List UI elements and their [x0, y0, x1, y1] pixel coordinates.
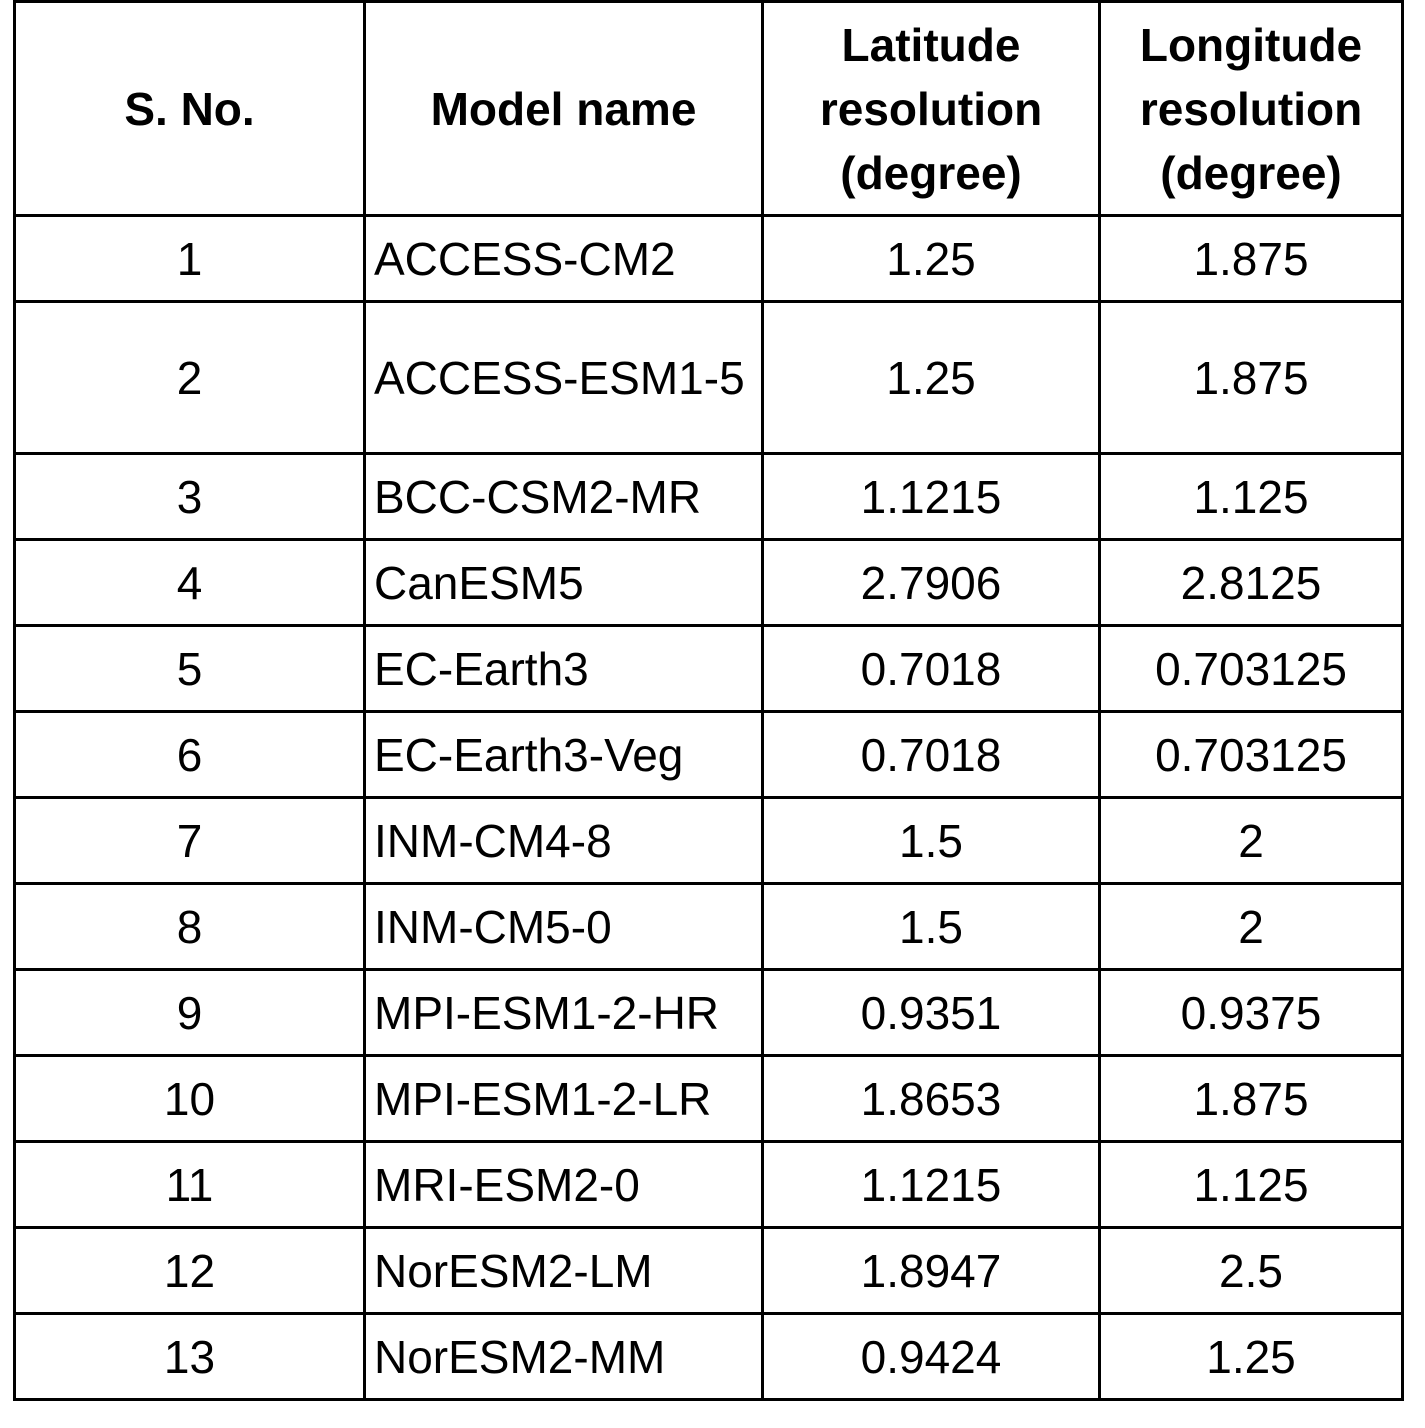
header-lon-line: Longitude	[1139, 18, 1363, 71]
cell-longitude: 0.703125	[1100, 626, 1403, 712]
header-lon-line: resolution	[1139, 82, 1363, 135]
cell-latitude: 2.7906	[763, 540, 1100, 626]
table-row	[15, 216, 1403, 302]
header-lat-line: (degree)	[840, 146, 1022, 199]
cell-model-name: BCC-CSM2-MR	[365, 454, 763, 540]
cell-sno: 1	[15, 216, 365, 302]
cell-longitude: 0.703125	[1100, 712, 1403, 798]
cell-longitude: 1.125	[1100, 1142, 1403, 1228]
cell-latitude: 1.1215	[763, 1142, 1100, 1228]
cell-sno: 9	[15, 970, 365, 1056]
cell-sno: 11	[15, 1142, 365, 1228]
table-row	[15, 626, 1403, 712]
cell-sno: 10	[15, 1056, 365, 1142]
cell-longitude: 1.875	[1100, 216, 1403, 302]
model-resolution-table	[13, 0, 1404, 1401]
table-row	[15, 798, 1403, 884]
cell-latitude: 0.9351	[763, 970, 1100, 1056]
header-sno: S. No.	[15, 2, 365, 216]
cell-model-name: MRI-ESM2-0	[365, 1142, 763, 1228]
cell-longitude: 0.9375	[1100, 970, 1403, 1056]
cell-model-name: INM-CM4-8	[365, 798, 763, 884]
cell-latitude: 0.9424	[763, 1314, 1100, 1400]
header-latitude-resolution	[763, 2, 1100, 216]
cell-model-name: EC-Earth3-Veg	[365, 712, 763, 798]
cell-latitude: 1.8653	[763, 1056, 1100, 1142]
cell-model-name: MPI-ESM1-2-LR	[365, 1056, 763, 1142]
cell-longitude: 1.875	[1100, 302, 1403, 454]
cell-sno: 12	[15, 1228, 365, 1314]
cell-sno: 7	[15, 798, 365, 884]
cell-sno: 8	[15, 884, 365, 970]
cell-sno: 5	[15, 626, 365, 712]
table-row	[15, 1056, 1403, 1142]
table-row	[15, 454, 1403, 540]
header-longitude-resolution	[1100, 2, 1403, 216]
table-row	[15, 970, 1403, 1056]
table-row	[15, 884, 1403, 970]
cell-model-name: EC-Earth3	[365, 626, 763, 712]
cell-latitude: 1.5	[763, 798, 1100, 884]
header-model-name: Model name	[365, 2, 763, 216]
cell-longitude: 1.25	[1100, 1314, 1403, 1400]
cell-sno: 6	[15, 712, 365, 798]
table-row	[15, 1142, 1403, 1228]
cell-model-name: CanESM5	[365, 540, 763, 626]
cell-sno: 2	[15, 302, 365, 454]
header-lat-line: resolution	[819, 82, 1043, 135]
header-lon-line: (degree)	[1160, 146, 1342, 199]
cell-latitude: 1.1215	[763, 454, 1100, 540]
table-row	[15, 712, 1403, 798]
cell-latitude: 0.7018	[763, 712, 1100, 798]
cell-latitude: 0.7018	[763, 626, 1100, 712]
cell-longitude: 1.875	[1100, 1056, 1403, 1142]
cell-longitude: 2.5	[1100, 1228, 1403, 1314]
header-lat-line: Latitude	[841, 18, 1021, 71]
cell-longitude: 2	[1100, 884, 1403, 970]
cell-longitude: 1.125	[1100, 454, 1403, 540]
table-row	[15, 1228, 1403, 1314]
cell-latitude: 1.25	[763, 216, 1100, 302]
cell-latitude: 1.25	[763, 302, 1100, 454]
cell-longitude: 2	[1100, 798, 1403, 884]
table-row	[15, 1314, 1403, 1400]
cell-model-name: NorESM2-LM	[365, 1228, 763, 1314]
cell-sno: 13	[15, 1314, 365, 1400]
cell-latitude: 1.8947	[763, 1228, 1100, 1314]
table-row	[15, 302, 1403, 454]
cell-model-name: MPI-ESM1-2-HR	[365, 970, 763, 1056]
cell-model-name: ACCESS-CM2	[365, 216, 763, 302]
cell-sno: 4	[15, 540, 365, 626]
cell-model-name: NorESM2-MM	[365, 1314, 763, 1400]
header-row	[15, 2, 1403, 216]
cell-longitude: 2.8125	[1100, 540, 1403, 626]
cell-latitude: 1.5	[763, 884, 1100, 970]
table-row	[15, 540, 1403, 626]
cell-sno: 3	[15, 454, 365, 540]
cell-model-name: INM-CM5-0	[365, 884, 763, 970]
cell-model-name: ACCESS-ESM1-5	[365, 302, 763, 454]
